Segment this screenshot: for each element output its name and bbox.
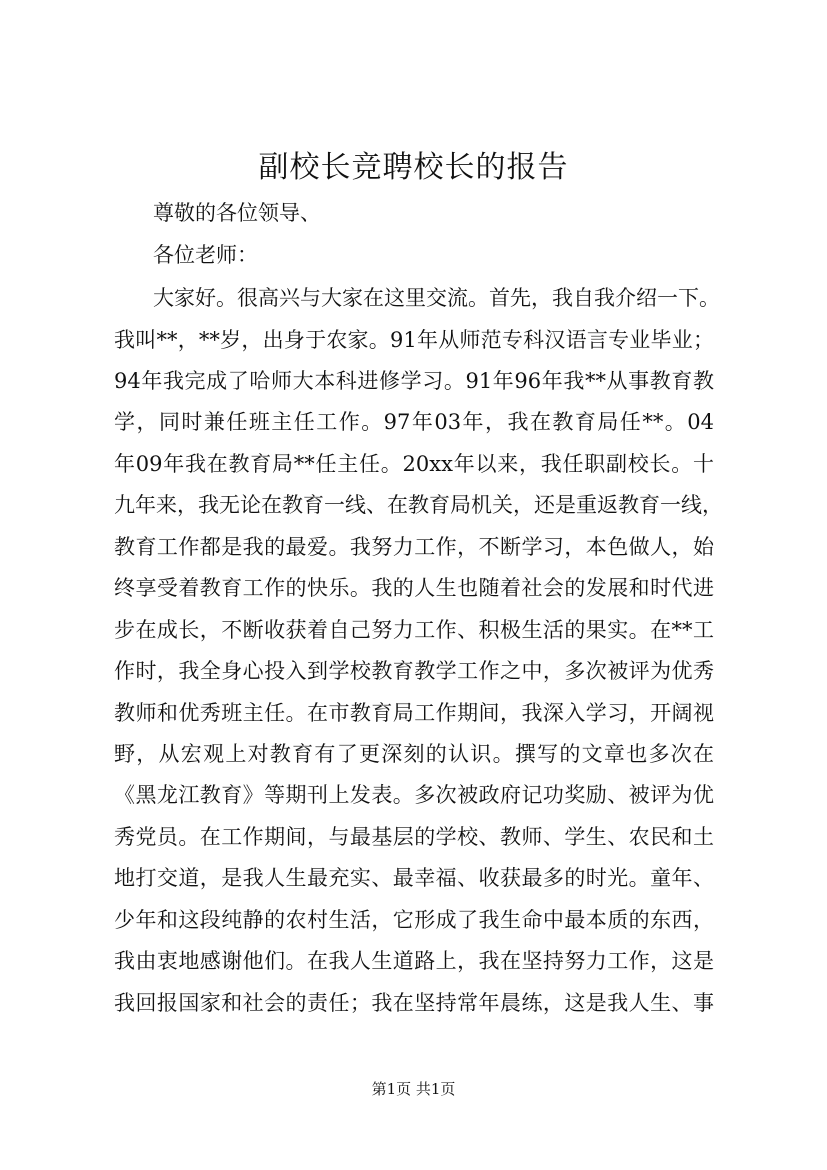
body-line: 终享受着教育工作的快乐。我的人生也随着社会的发展和时代进 (114, 576, 714, 600)
body-line: 我回报国家和社会的责任；我在坚持常年晨练，这是我人生、事 (114, 991, 714, 1015)
body-line: 九年来，我无论在教育一线、在教育局机关，还是重返教育一线， (114, 493, 723, 517)
body-line: 秀党员。在工作期间，与最基层的学校、教师、学生、农民和土 (114, 825, 714, 849)
body-line: 《黑龙江教育》等期刊上发表。多次被政府记功奖励、被评为优 (114, 783, 714, 807)
page-footer: 第1页 共1页 (371, 1080, 456, 1098)
body-line: 教育工作都是我的最爱。我努力工作，不断学习，本色做人，始 (114, 535, 714, 559)
salutation-line-2: 各位老师： (153, 243, 258, 267)
body-line: 我由衷地感谢他们。在我人生道路上，我在坚持努力工作，这是 (114, 949, 714, 973)
body-line: 地打交道，是我人生最充实、最幸福、收获最多的时光。童年、 (114, 866, 714, 890)
body-line: 少年和这段纯静的农村生活，它形成了我生命中最本质的东西， (114, 908, 714, 932)
body-line: 大家好。很高兴与大家在这里交流。首先，我自我介绍一下。 (153, 286, 720, 310)
salutation-line-1: 尊敬的各位领导、 (153, 201, 321, 225)
document-title: 副校长竞聘校长的报告 (258, 150, 569, 185)
body-line: 作时，我全身心投入到学校教育教学工作之中，多次被评为优秀 (114, 659, 714, 683)
body-line: 年09年我在教育局**任主任。20xx年以来，我任职副校长。十 (114, 452, 714, 476)
body-line: 94年我完成了哈师大本科进修学习。91年96年我**从事教育教 (114, 369, 714, 393)
body-line: 学，同时兼任班主任工作。97年03年，我在教育局任**。04 (114, 410, 714, 434)
body-line: 野，从宏观上对教育有了更深刻的认识。撰写的文章也多次在 (114, 742, 714, 766)
body-line: 我叫**，**岁，出身于农家。91年从师范专科汉语言专业毕业； (114, 328, 714, 352)
body-line: 步在成长，不断收获着自己努力工作、积极生活的果实。在**工 (114, 618, 714, 642)
body-line: 教师和优秀班主任。在市教育局工作期间，我深入学习，开阔视 (114, 701, 714, 725)
